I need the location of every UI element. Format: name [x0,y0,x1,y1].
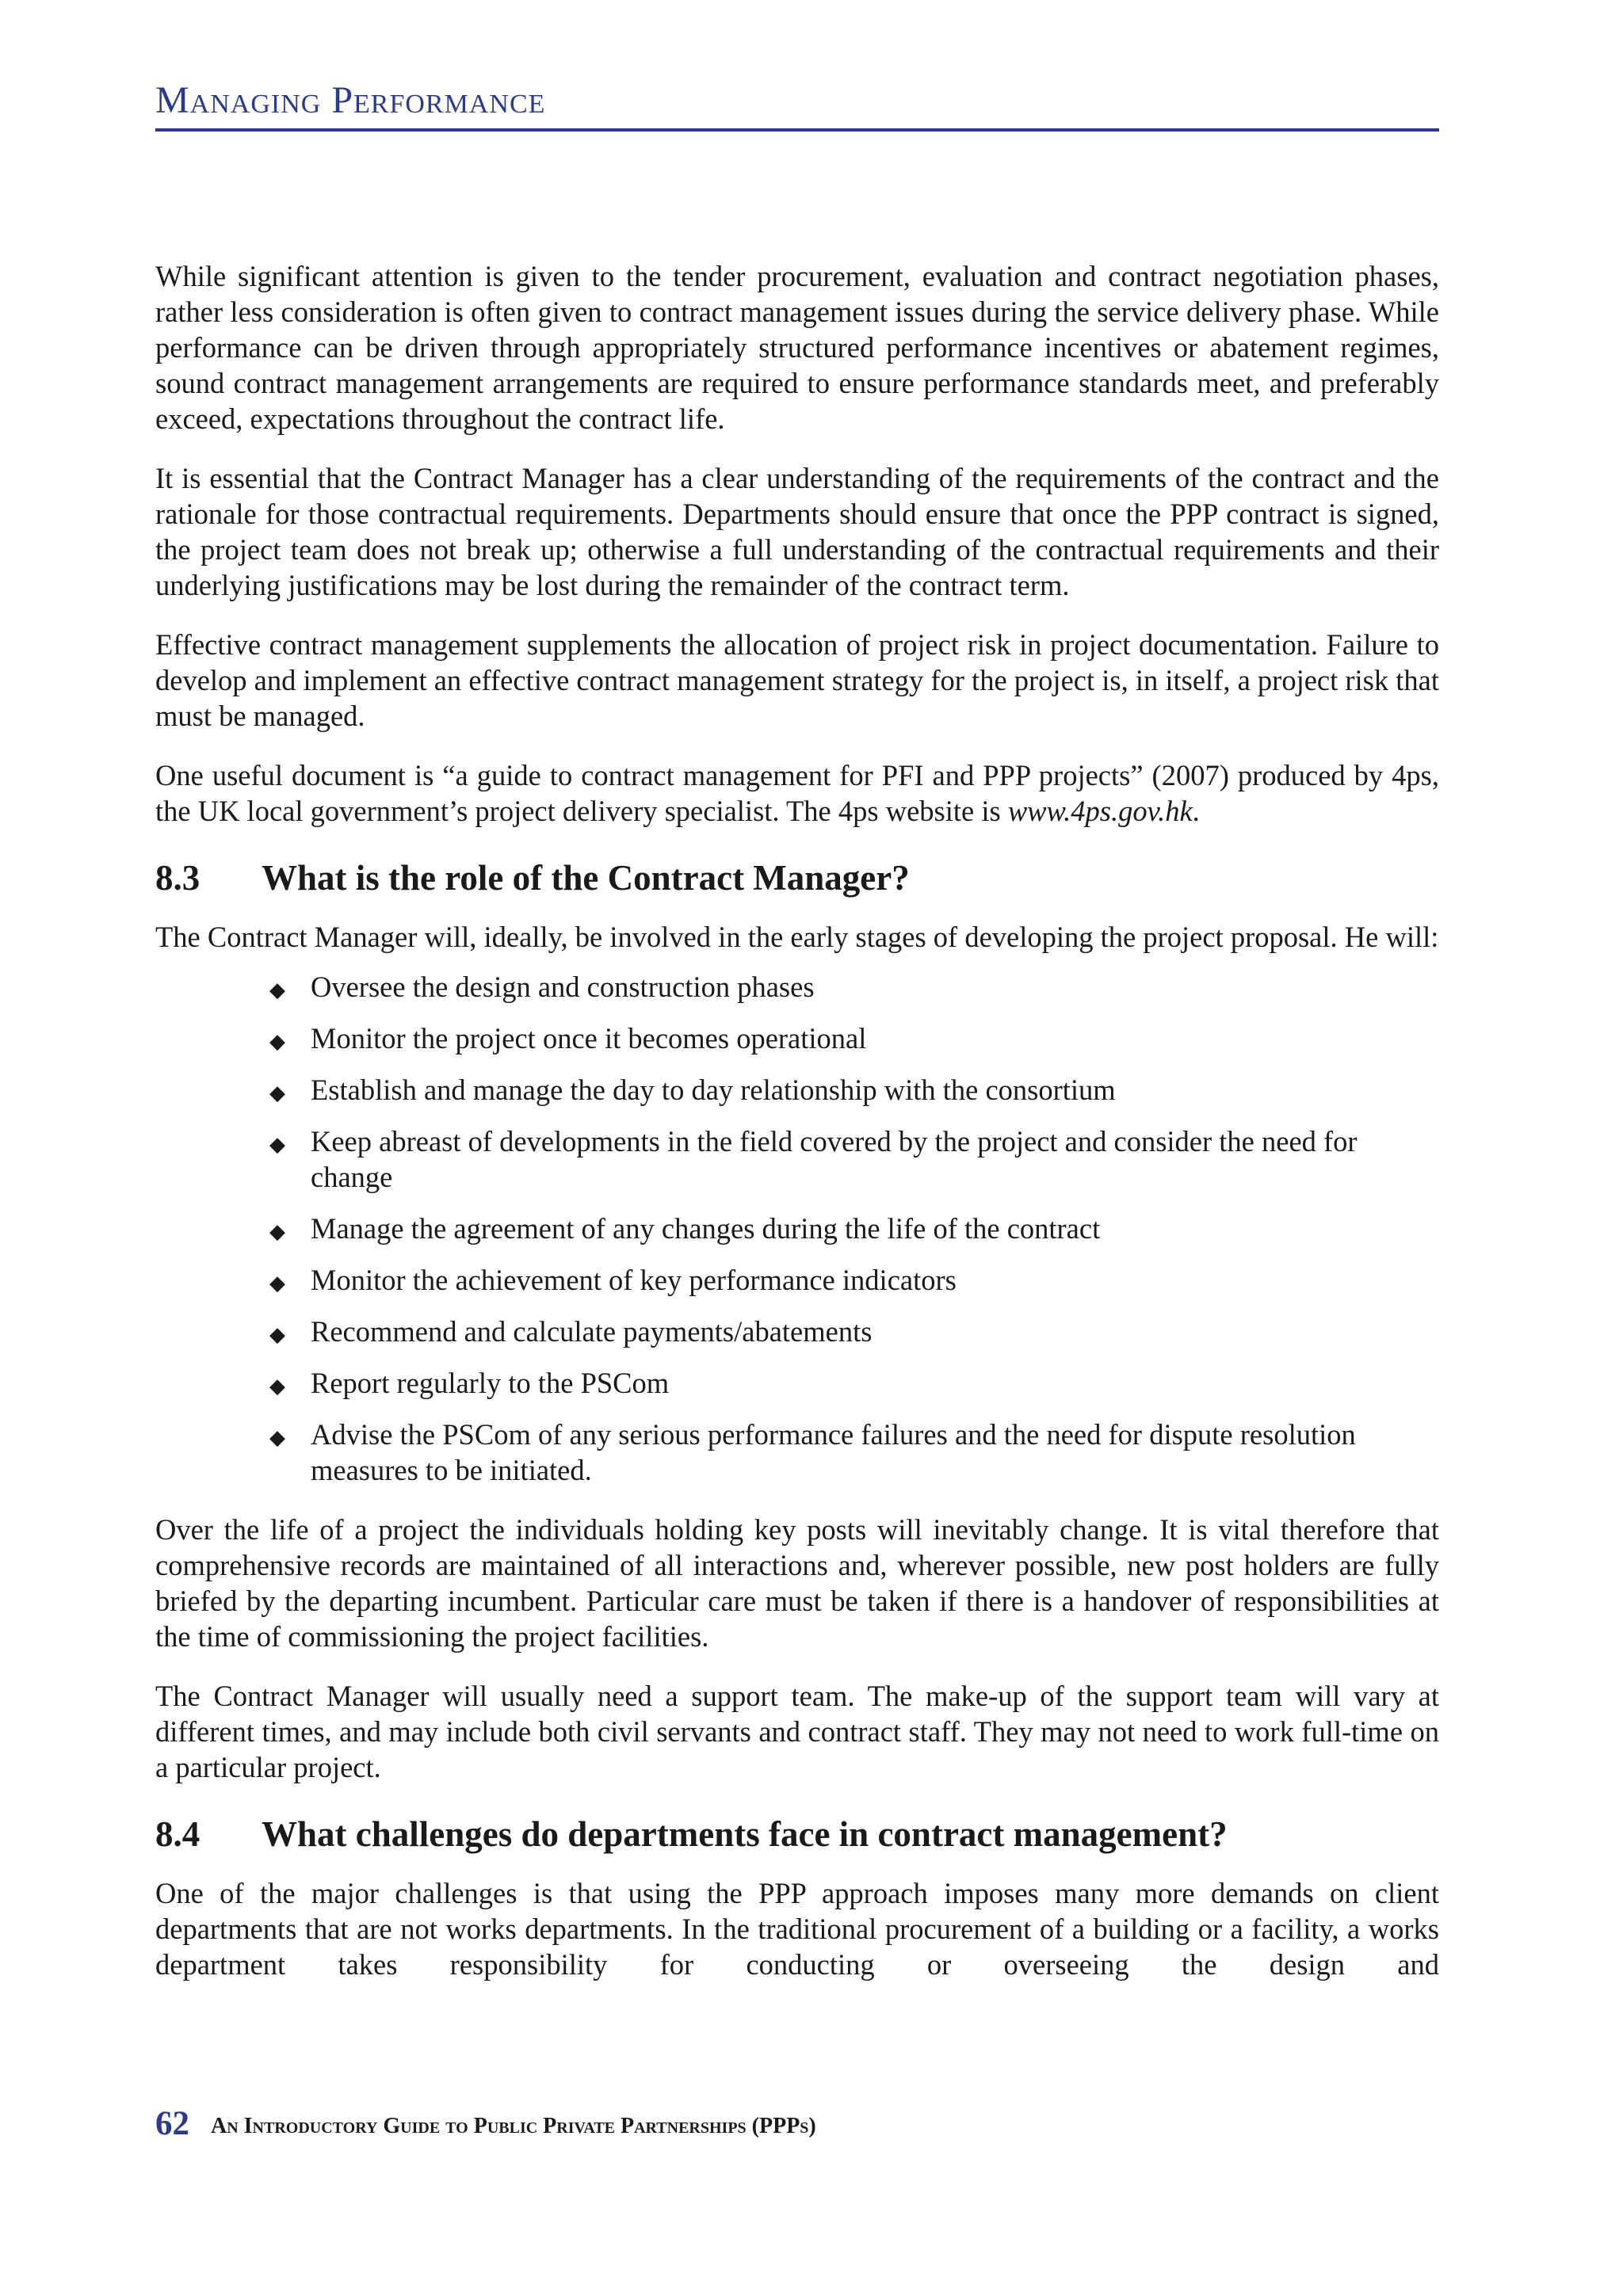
list-item-text: Recommend and calculate payments/abatements [311,1315,873,1348]
section-title: What is the role of the Contract Manager? [262,858,910,898]
list-item-text: Advise the PSCom of any serious performance failures and the need for dispute resolution measures to be initiated. [311,1418,1356,1486]
running-header [155,79,1439,132]
list-item [269,1211,1439,1246]
section-heading-8-4 [155,1814,1439,1855]
list-item-text: Manage the agreement of any changes during the life of the contract [311,1212,1101,1245]
diamond-bullet-icon: ◆ [269,1220,285,1243]
section-8-3-intro: The Contract Manager will, ideally, be involved in the early stages of developing the project proposal. He will: [155,921,1439,953]
intro-paragraph-4ps [155,757,1439,829]
intro-paragraph-3: Effective contract management supplements the allocation of project risk in project documentation. Failure to develop and implement an effective contract management strategy for the project is, in itself, a project risk that must be managed. [155,628,1439,732]
4ps-text: One useful document is “a guide to contract management for PFI and PPP projects” (2007) produced by 4ps, the UK local government’s project delivery specialist. The 4ps website is [155,759,1439,827]
diamond-bullet-icon: ◆ [269,978,285,1001]
4ps-website-link[interactable]: www.4ps.gov.hk [1007,795,1193,827]
diamond-bullet-icon: ◆ [269,1133,285,1156]
diamond-bullet-icon: ◆ [269,1426,285,1449]
footer-document-title: An Introductory Guide to Public Private Partnerships (PPPs) [211,2114,816,2138]
list-item [269,969,1439,1005]
diamond-bullet-icon: ◆ [269,1323,285,1346]
intro-paragraph-2: It is essential that the Contract Manager has a clear understanding of the requirements of the contract and the rationale for those contractual requirements. Departments should ensure that once the PPP contract is signed, the project team does not break up; otherwise a full understanding of the contractual requirements and their underlying justifications may be lost during the remainder of the contract term. [155,462,1439,601]
main-content [155,258,1439,1982]
section-8-4-paragraph: One of the major challenges is that using the PPP approach imposes many more demands on client departments that are not works departments. In the traditional procurement of a building or a facility, a works department takes responsibility for conducting or overseeing the design and [155,1877,1439,1981]
running-header-title: Managing Performance [155,79,546,121]
diamond-bullet-icon: ◆ [269,1030,285,1053]
list-item [269,1417,1439,1488]
section-number: 8.4 [155,1814,200,1854]
list-item-text: Monitor the achievement of key performance indicators [311,1264,957,1296]
list-item-text: Monitor the project once it becomes operational [311,1022,867,1055]
4ps-suffix: . [1192,795,1200,827]
list-item [269,1365,1439,1401]
list-item-text: Oversee the design and construction phases [311,971,815,1003]
diamond-bullet-icon: ◆ [269,1375,285,1398]
section-number: 8.3 [155,858,200,898]
section-heading-8-3 [155,857,1439,898]
list-item [269,1123,1439,1195]
page-number: 62 [155,2105,189,2142]
list-item-text: Report regularly to the PSCom [311,1367,670,1399]
intro-paragraph-1: While significant attention is given to the tender procurement, evaluation and contract negotiation phases, rather less consideration is often given to contract management issues during the service delivery phase. While performance can be driven through appropriately structured performance incentives or abatement regimes, sound contract management arrangements are required to ensure performance standards meet, and preferably exceed, expectations throughout the contract life. [155,260,1439,435]
list-item [269,1020,1439,1056]
contract-manager-duties-list [155,969,1439,1488]
list-item-text: Establish and manage the day to day relationship with the consortium [311,1074,1116,1106]
page-footer [155,2104,1439,2144]
section-8-3-paragraph-1: Over the life of a project the individuals holding key posts will inevitably change. It is vital therefore that comprehensive records are maintained of all interactions and, wherever possible, new post holders are fully briefed by the departing incumbent. Particular care must be taken if there is a handover of responsibilities at the time of commissioning the project facilities. [155,1513,1439,1653]
diamond-bullet-icon: ◆ [269,1081,285,1104]
list-item [269,1262,1439,1298]
diamond-bullet-icon: ◆ [269,1272,285,1295]
list-item [269,1072,1439,1108]
section-title: What challenges do departments face in contract management? [262,1814,1228,1854]
list-item [269,1314,1439,1349]
list-item-text: Keep abreast of developments in the field covered by the project and consider the need for change [311,1125,1358,1193]
section-8-3-paragraph-2: The Contract Manager will usually need a support team. The make-up of the support team will vary at different times, and may include both civil servants and contract staff. They may not need to work full-time on a particular project. [155,1680,1439,1783]
